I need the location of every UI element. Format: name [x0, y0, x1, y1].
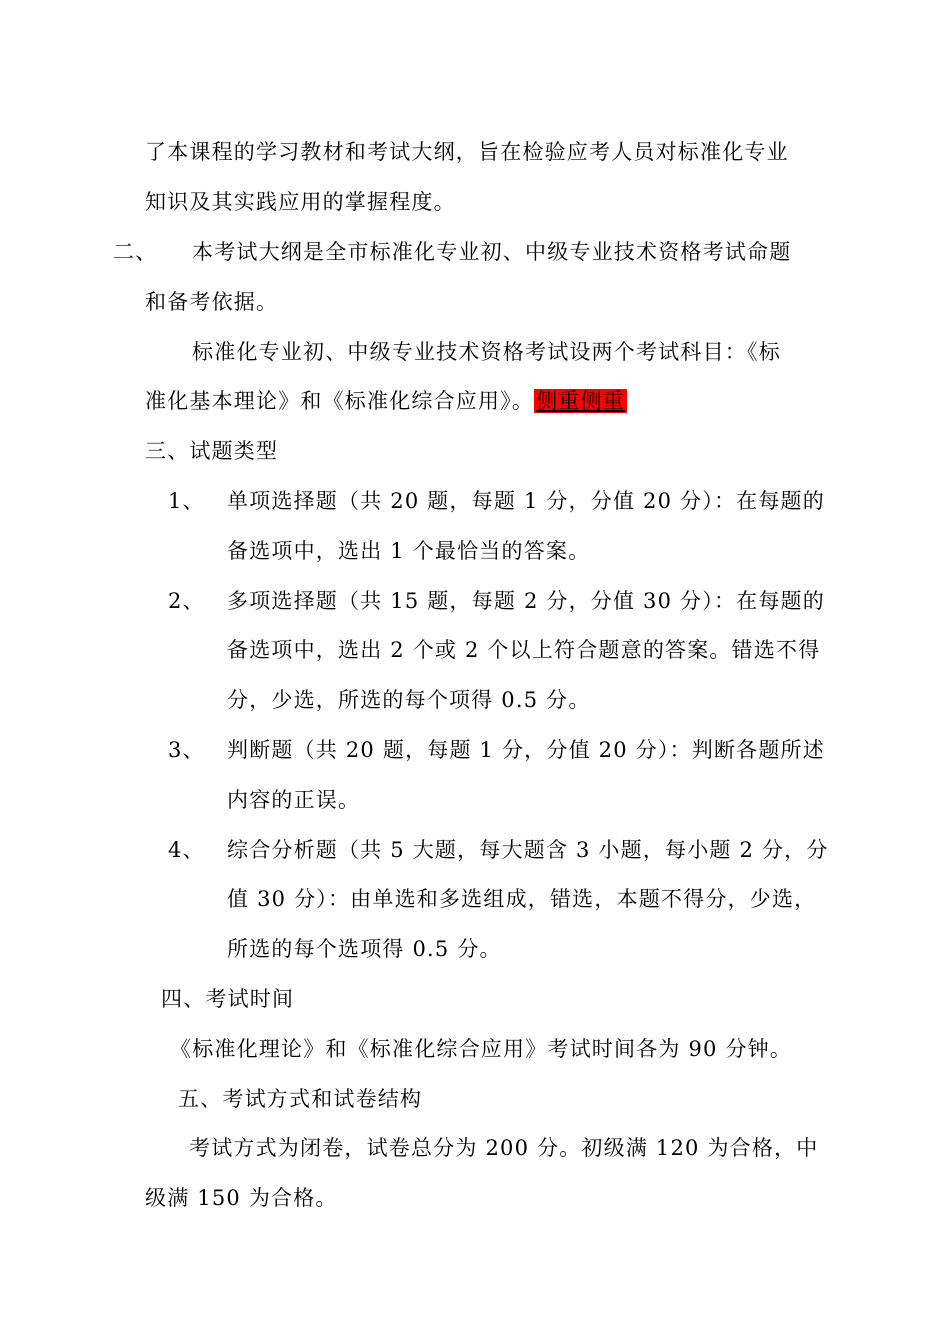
section-5-heading: 五、考试方式和试卷结构 [178, 1087, 423, 1111]
item-1-line-1: 单项选择题（共 20 题，每题 1 分，分值 20 分）：在每题的 [227, 489, 825, 513]
item-2-line-2: 备选项中，选出 2 个或 2 个以上符合题意的答案。错选不得 [227, 638, 821, 662]
intro-line-2: 知识及其实践应用的掌握程度。 [145, 190, 456, 214]
item-1-line-2: 备选项中，选出 1 个最恰当的答案。 [227, 539, 591, 563]
item-3-line-2: 内容的正误。 [227, 788, 361, 812]
section-5-line-1: 考试方式为闭卷，试卷总分为 200 分。初级满 120 为合格，中 [189, 1136, 819, 1160]
section-2-line-1: 本考试大纲是全市标准化专业初、中级专业技术资格考试命题 [192, 240, 792, 264]
section-4-heading: 四、考试时间 [161, 987, 295, 1011]
item-3-number: 3、 [168, 738, 205, 762]
item-4-number: 4、 [168, 838, 205, 862]
item-1-number: 1、 [168, 489, 205, 513]
section-2-para-line-1: 标准化专业初、中级专业技术资格考试设两个考试科目：《标 [192, 340, 781, 364]
highlight-mark: 侧重侧重 [536, 389, 625, 413]
item-2-line-1: 多项选择题（共 15 题，每题 2 分，分值 30 分）：在每题的 [227, 589, 825, 613]
item-4-line-2: 值 30 分）：由单选和多选组成，错选，本题不得分，少选， [227, 887, 817, 911]
section-2-para-line-2 [145, 387, 627, 415]
item-4-line-3: 所选的每个选项得 0.5 分。 [227, 937, 502, 961]
item-3-line-1: 判断题（共 20 题，每题 1 分，分值 20 分）：判断各题所述 [227, 738, 825, 762]
item-2-number: 2、 [168, 589, 205, 613]
section-2-marker: 二、 [113, 240, 158, 264]
item-2-line-3: 分，少选，所选的每个项得 0.5 分。 [227, 688, 591, 712]
section-2-line-2: 和备考依据。 [145, 290, 279, 314]
section-3-heading: 三、试题类型 [145, 439, 279, 463]
intro-line-1: 了本课程的学习教材和考试大纲，旨在检验应考人员对标准化专业 [145, 140, 789, 164]
item-4-line-1: 综合分析题（共 5 大题，每大题含 3 小题，每小题 2 分，分 [227, 838, 829, 862]
section-5-line-2: 级满 150 为合格。 [145, 1186, 338, 1210]
section-2-para-text: 准化基本理论》和《标准化综合应用》。 [145, 389, 535, 413]
section-4-text: 《标准化理论》和《标准化综合应用》考试时间各为 90 分钟。 [170, 1037, 793, 1061]
